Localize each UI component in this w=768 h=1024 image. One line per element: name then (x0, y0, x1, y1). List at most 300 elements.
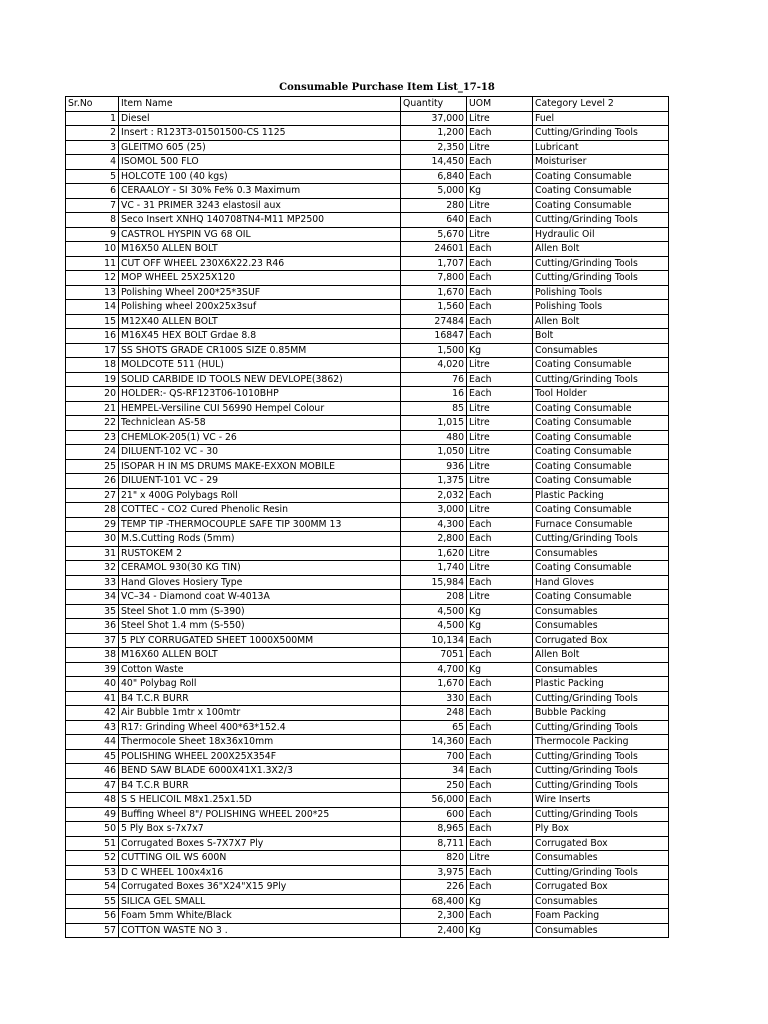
cell-quantity: 1,670 (401, 285, 467, 300)
cell-item-name: Buffing Wheel 8"/ POLISHING WHEEL 200*25 (119, 807, 401, 822)
cell-item-name: M12X40 ALLEN BOLT (119, 314, 401, 329)
table-row (66, 271, 669, 286)
cell-quantity: 1,560 (401, 300, 467, 315)
cell-sr-no: 36 (66, 619, 119, 634)
cell-quantity: 3,000 (401, 503, 467, 518)
cell-category: Coating Consumable (533, 430, 669, 445)
cell-category: Cutting/Grinding Tools (533, 271, 669, 286)
cell-category: Consumables (533, 662, 669, 677)
cell-uom: Litre (467, 401, 533, 416)
cell-sr-no: 20 (66, 387, 119, 402)
cell-uom: Each (467, 749, 533, 764)
cell-sr-no: 26 (66, 474, 119, 489)
cell-quantity: 4,700 (401, 662, 467, 677)
header-item-name: Item Name (119, 97, 401, 112)
cell-category: Plastic Packing (533, 677, 669, 692)
cell-sr-no: 22 (66, 416, 119, 431)
table-row (66, 155, 669, 170)
cell-sr-no: 25 (66, 459, 119, 474)
table-row (66, 807, 669, 822)
cell-quantity: 1,050 (401, 445, 467, 460)
table-row (66, 445, 669, 460)
table-row (66, 343, 669, 358)
cell-item-name: ISOMOL 500 FLO (119, 155, 401, 170)
cell-item-name: Cotton Waste (119, 662, 401, 677)
table-row (66, 880, 669, 895)
cell-quantity: 700 (401, 749, 467, 764)
cell-quantity: 2,032 (401, 488, 467, 503)
table-row (66, 590, 669, 605)
cell-category: Consumables (533, 894, 669, 909)
cell-category: Foam Packing (533, 909, 669, 924)
cell-uom: Each (467, 648, 533, 663)
cell-category: Coating Consumable (533, 416, 669, 431)
cell-category: Consumables (533, 619, 669, 634)
cell-item-name: Insert : R123T3-01501500-CS 1125 (119, 126, 401, 141)
cell-uom: Each (467, 126, 533, 141)
table-row (66, 126, 669, 141)
cell-uom: Litre (467, 851, 533, 866)
cell-sr-no: 30 (66, 532, 119, 547)
cell-item-name: 21" x 400G Polybags Roll (119, 488, 401, 503)
cell-uom: Each (467, 633, 533, 648)
cell-uom: Each (467, 155, 533, 170)
cell-quantity: 250 (401, 778, 467, 793)
table-row (66, 242, 669, 257)
cell-category: Cutting/Grinding Tools (533, 532, 669, 547)
cell-item-name: Air Bubble 1mtr x 100mtr (119, 706, 401, 721)
cell-item-name: COTTON WASTE NO 3 . (119, 923, 401, 938)
cell-item-name: Hand Gloves Hosiery Type (119, 575, 401, 590)
cell-sr-no: 54 (66, 880, 119, 895)
cell-sr-no: 44 (66, 735, 119, 750)
table-row (66, 561, 669, 576)
cell-category: Cutting/Grinding Tools (533, 691, 669, 706)
cell-uom: Each (467, 909, 533, 924)
cell-item-name: Techniclean AS-58 (119, 416, 401, 431)
table-row (66, 778, 669, 793)
cell-item-name: B4 T.C.R BURR (119, 691, 401, 706)
cell-item-name: HEMPEL-Versiline CUI 56990 Hempel Colour (119, 401, 401, 416)
cell-quantity: 5,000 (401, 184, 467, 199)
cell-item-name: CASTROL HYSPIN VG 68 OIL (119, 227, 401, 242)
cell-item-name: Corrugated Boxes S-7X7X7 Ply (119, 836, 401, 851)
table-row (66, 648, 669, 663)
cell-uom: Kg (467, 619, 533, 634)
cell-category: Cutting/Grinding Tools (533, 213, 669, 228)
table-row (66, 169, 669, 184)
cell-uom: Each (467, 691, 533, 706)
cell-category: Cutting/Grinding Tools (533, 807, 669, 822)
cell-uom: Each (467, 329, 533, 344)
cell-sr-no: 55 (66, 894, 119, 909)
cell-item-name: M16X60 ALLEN BOLT (119, 648, 401, 663)
cell-item-name: RUSTOKEM 2 (119, 546, 401, 561)
cell-uom: Each (467, 242, 533, 257)
cell-category: Allen Bolt (533, 242, 669, 257)
cell-quantity: 7,800 (401, 271, 467, 286)
cell-category: Cutting/Grinding Tools (533, 126, 669, 141)
header-sr-no: Sr.No (66, 97, 119, 112)
cell-item-name: GLEITMO 605 (25) (119, 140, 401, 155)
cell-quantity: 1,015 (401, 416, 467, 431)
table-row (66, 474, 669, 489)
cell-category: Thermocole Packing (533, 735, 669, 750)
cell-quantity: 640 (401, 213, 467, 228)
cell-item-name: Steel Shot 1.0 mm (S-390) (119, 604, 401, 619)
cell-category: Lubricant (533, 140, 669, 155)
cell-item-name: SS SHOTS GRADE CR100S SIZE 0.85MM (119, 343, 401, 358)
cell-category: Coating Consumable (533, 561, 669, 576)
cell-uom: Each (467, 677, 533, 692)
cell-item-name: Thermocole Sheet 18x36x10mm (119, 735, 401, 750)
table-row (66, 822, 669, 837)
cell-quantity: 4,300 (401, 517, 467, 532)
table-row (66, 372, 669, 387)
cell-sr-no: 15 (66, 314, 119, 329)
cell-quantity: 6,840 (401, 169, 467, 184)
cell-item-name: S S HELICOIL M8x1.25x1.5D (119, 793, 401, 808)
cell-item-name: CERAALOY - SI 30% Fe% 0.3 Maximum (119, 184, 401, 199)
cell-item-name: Corrugated Boxes 36"X24"X15 9Ply (119, 880, 401, 895)
cell-uom: Each (467, 271, 533, 286)
cell-sr-no: 50 (66, 822, 119, 837)
cell-item-name: SOLID CARBIDE ID TOOLS NEW DEVLOPE(3862) (119, 372, 401, 387)
cell-uom: Each (467, 387, 533, 402)
cell-quantity: 1,500 (401, 343, 467, 358)
cell-sr-no: 57 (66, 923, 119, 938)
cell-item-name: POLISHING WHEEL 200X25X354F (119, 749, 401, 764)
table-row (66, 401, 669, 416)
cell-category: Ply Box (533, 822, 669, 837)
cell-uom: Each (467, 488, 533, 503)
cell-quantity: 1,375 (401, 474, 467, 489)
cell-uom: Kg (467, 662, 533, 677)
cell-uom: Kg (467, 184, 533, 199)
cell-sr-no: 41 (66, 691, 119, 706)
cell-quantity: 4,500 (401, 604, 467, 619)
cell-uom: Litre (467, 445, 533, 460)
cell-uom: Each (467, 256, 533, 271)
cell-category: Cutting/Grinding Tools (533, 720, 669, 735)
cell-quantity: 1,740 (401, 561, 467, 576)
table-body (66, 111, 669, 938)
cell-quantity: 8,965 (401, 822, 467, 837)
header-quantity: Quantity (401, 97, 467, 112)
cell-category: Coating Consumable (533, 358, 669, 373)
table-row (66, 749, 669, 764)
cell-quantity: 226 (401, 880, 467, 895)
cell-uom: Litre (467, 198, 533, 213)
cell-uom: Each (467, 532, 533, 547)
header-uom: UOM (467, 97, 533, 112)
cell-category: Coating Consumable (533, 445, 669, 460)
cell-quantity: 65 (401, 720, 467, 735)
cell-sr-no: 47 (66, 778, 119, 793)
cell-item-name: MOLDCOTE 511 (HUL) (119, 358, 401, 373)
cell-category: Cutting/Grinding Tools (533, 865, 669, 880)
cell-sr-no: 49 (66, 807, 119, 822)
cell-item-name: HOLCOTE 100 (40 kgs) (119, 169, 401, 184)
cell-sr-no: 53 (66, 865, 119, 880)
cell-sr-no: 34 (66, 590, 119, 605)
cell-category: Coating Consumable (533, 459, 669, 474)
cell-uom: Litre (467, 561, 533, 576)
cell-sr-no: 32 (66, 561, 119, 576)
cell-quantity: 1,200 (401, 126, 467, 141)
cell-quantity: 820 (401, 851, 467, 866)
cell-item-name: B4 T.C.R BURR (119, 778, 401, 793)
table-row (66, 633, 669, 648)
table-row (66, 793, 669, 808)
cell-uom: Each (467, 822, 533, 837)
cell-sr-no: 11 (66, 256, 119, 271)
cell-sr-no: 19 (66, 372, 119, 387)
cell-item-name: SILICA GEL SMALL (119, 894, 401, 909)
cell-sr-no: 46 (66, 764, 119, 779)
cell-uom: Litre (467, 416, 533, 431)
cell-category: Coating Consumable (533, 184, 669, 199)
cell-item-name: Diesel (119, 111, 401, 126)
cell-item-name: 5 Ply Box s-7x7x7 (119, 822, 401, 837)
cell-quantity: 24601 (401, 242, 467, 257)
cell-category: Coating Consumable (533, 198, 669, 213)
cell-uom: Each (467, 285, 533, 300)
cell-item-name: MOP WHEEL 25X25X120 (119, 271, 401, 286)
table-row (66, 213, 669, 228)
cell-category: Fuel (533, 111, 669, 126)
cell-quantity: 10,134 (401, 633, 467, 648)
cell-sr-no: 52 (66, 851, 119, 866)
item-table (65, 96, 669, 938)
cell-sr-no: 16 (66, 329, 119, 344)
table-row (66, 662, 669, 677)
cell-category: Corrugated Box (533, 880, 669, 895)
cell-uom: Kg (467, 343, 533, 358)
cell-sr-no: 18 (66, 358, 119, 373)
cell-uom: Each (467, 213, 533, 228)
cell-category: Cutting/Grinding Tools (533, 372, 669, 387)
cell-quantity: 5,670 (401, 227, 467, 242)
cell-quantity: 8,711 (401, 836, 467, 851)
cell-item-name: R17: Grinding Wheel 400*63*152.4 (119, 720, 401, 735)
cell-sr-no: 38 (66, 648, 119, 663)
cell-item-name: Polishing Wheel 200*25*3SUF (119, 285, 401, 300)
cell-sr-no: 48 (66, 793, 119, 808)
cell-category: Allen Bolt (533, 648, 669, 663)
cell-item-name: Foam 5mm White/Black (119, 909, 401, 924)
cell-category: Polishing Tools (533, 300, 669, 315)
header-category: Category Level 2 (533, 97, 669, 112)
cell-uom: Kg (467, 894, 533, 909)
cell-quantity: 7051 (401, 648, 467, 663)
table-row (66, 691, 669, 706)
cell-uom: Litre (467, 140, 533, 155)
cell-item-name: ISOPAR H IN MS DRUMS MAKE-EXXON MOBILE (119, 459, 401, 474)
cell-item-name: DILUENT-102 VC - 30 (119, 445, 401, 460)
cell-sr-no: 56 (66, 909, 119, 924)
cell-quantity: 208 (401, 590, 467, 605)
cell-quantity: 68,400 (401, 894, 467, 909)
cell-uom: Litre (467, 430, 533, 445)
cell-quantity: 1,620 (401, 546, 467, 561)
cell-uom: Each (467, 300, 533, 315)
table-row (66, 387, 669, 402)
table-row (66, 416, 669, 431)
table-row (66, 488, 669, 503)
cell-category: Cutting/Grinding Tools (533, 764, 669, 779)
cell-uom: Litre (467, 503, 533, 518)
cell-uom: Each (467, 778, 533, 793)
cell-category: Bolt (533, 329, 669, 344)
cell-quantity: 37,000 (401, 111, 467, 126)
table-row (66, 329, 669, 344)
cell-sr-no: 45 (66, 749, 119, 764)
cell-sr-no: 10 (66, 242, 119, 257)
cell-category: Hand Gloves (533, 575, 669, 590)
cell-category: Allen Bolt (533, 314, 669, 329)
table-row (66, 532, 669, 547)
cell-category: Moisturiser (533, 155, 669, 170)
header-row (66, 97, 669, 112)
table-row (66, 619, 669, 634)
cell-item-name: Steel Shot 1.4 mm (S-550) (119, 619, 401, 634)
cell-quantity: 2,350 (401, 140, 467, 155)
cell-uom: Each (467, 836, 533, 851)
cell-category: Coating Consumable (533, 401, 669, 416)
cell-sr-no: 3 (66, 140, 119, 155)
cell-quantity: 15,984 (401, 575, 467, 590)
cell-item-name: CERAMOL 930(30 KG TIN) (119, 561, 401, 576)
cell-sr-no: 51 (66, 836, 119, 851)
cell-item-name: VC - 31 PRIMER 3243 elastosil aux (119, 198, 401, 213)
cell-category: Consumables (533, 546, 669, 561)
cell-item-name: 5 PLY CORRUGATED SHEET 1000X500MM (119, 633, 401, 648)
cell-quantity: 34 (401, 764, 467, 779)
cell-quantity: 480 (401, 430, 467, 445)
cell-category: Polishing Tools (533, 285, 669, 300)
table-row (66, 865, 669, 880)
cell-quantity: 280 (401, 198, 467, 213)
cell-sr-no: 40 (66, 677, 119, 692)
cell-quantity: 16847 (401, 329, 467, 344)
table-row (66, 300, 669, 315)
cell-category: Consumables (533, 923, 669, 938)
cell-item-name: D C WHEEL 100x4x16 (119, 865, 401, 880)
table-row (66, 894, 669, 909)
cell-quantity: 85 (401, 401, 467, 416)
cell-uom: Litre (467, 546, 533, 561)
cell-uom: Each (467, 865, 533, 880)
cell-quantity: 330 (401, 691, 467, 706)
cell-category: Cutting/Grinding Tools (533, 778, 669, 793)
table-row (66, 184, 669, 199)
cell-item-name: M16X50 ALLEN BOLT (119, 242, 401, 257)
cell-quantity: 600 (401, 807, 467, 822)
cell-quantity: 76 (401, 372, 467, 387)
cell-sr-no: 12 (66, 271, 119, 286)
cell-sr-no: 37 (66, 633, 119, 648)
cell-sr-no: 33 (66, 575, 119, 590)
table-row (66, 575, 669, 590)
cell-item-name: M.S.Cutting Rods (5mm) (119, 532, 401, 547)
table-row (66, 677, 669, 692)
cell-uom: Each (467, 372, 533, 387)
cell-item-name: Polishing wheel 200x25x3suf (119, 300, 401, 315)
table-row (66, 923, 669, 938)
cell-sr-no: 28 (66, 503, 119, 518)
cell-category: Consumables (533, 604, 669, 619)
table-row (66, 706, 669, 721)
cell-category: Furnace Consumable (533, 517, 669, 532)
table-row (66, 546, 669, 561)
table-row (66, 836, 669, 851)
cell-quantity: 16 (401, 387, 467, 402)
cell-category: Wire Inserts (533, 793, 669, 808)
cell-sr-no: 4 (66, 155, 119, 170)
cell-sr-no: 35 (66, 604, 119, 619)
cell-category: Cutting/Grinding Tools (533, 256, 669, 271)
cell-uom: Each (467, 880, 533, 895)
cell-sr-no: 8 (66, 213, 119, 228)
cell-uom: Litre (467, 590, 533, 605)
cell-item-name: VC–34 - Diamond coat W-4013A (119, 590, 401, 605)
table-row (66, 227, 669, 242)
cell-sr-no: 39 (66, 662, 119, 677)
cell-uom: Each (467, 706, 533, 721)
table-row (66, 720, 669, 735)
cell-quantity: 3,975 (401, 865, 467, 880)
cell-uom: Litre (467, 111, 533, 126)
cell-category: Coating Consumable (533, 169, 669, 184)
cell-uom: Kg (467, 923, 533, 938)
cell-sr-no: 2 (66, 126, 119, 141)
cell-sr-no: 17 (66, 343, 119, 358)
cell-uom: Each (467, 793, 533, 808)
cell-uom: Litre (467, 474, 533, 489)
cell-uom: Each (467, 764, 533, 779)
cell-category: Corrugated Box (533, 836, 669, 851)
cell-sr-no: 27 (66, 488, 119, 503)
cell-category: Coating Consumable (533, 503, 669, 518)
cell-sr-no: 23 (66, 430, 119, 445)
cell-quantity: 56,000 (401, 793, 467, 808)
cell-uom: Each (467, 169, 533, 184)
cell-sr-no: 6 (66, 184, 119, 199)
table-row (66, 198, 669, 213)
table-row (66, 256, 669, 271)
cell-item-name: Seco Insert XNHQ 140708TN4-M11 MP2500 (119, 213, 401, 228)
cell-sr-no: 31 (66, 546, 119, 561)
cell-category: Coating Consumable (533, 590, 669, 605)
cell-item-name: CHEMLOK-205(1) VC - 26 (119, 430, 401, 445)
cell-quantity: 2,400 (401, 923, 467, 938)
cell-category: Plastic Packing (533, 488, 669, 503)
cell-item-name: CUT OFF WHEEL 230X6X22.23 R46 (119, 256, 401, 271)
cell-sr-no: 14 (66, 300, 119, 315)
cell-quantity: 27484 (401, 314, 467, 329)
cell-sr-no: 21 (66, 401, 119, 416)
cell-sr-no: 1 (66, 111, 119, 126)
document-title: Consumable Purchase Item List_17-18 (279, 82, 495, 93)
cell-item-name: HOLDER:- QS-RF123T06-1010BHP (119, 387, 401, 402)
table-row (66, 909, 669, 924)
cell-uom: Each (467, 807, 533, 822)
cell-uom: Each (467, 314, 533, 329)
table-row (66, 851, 669, 866)
cell-uom: Kg (467, 604, 533, 619)
cell-quantity: 2,300 (401, 909, 467, 924)
